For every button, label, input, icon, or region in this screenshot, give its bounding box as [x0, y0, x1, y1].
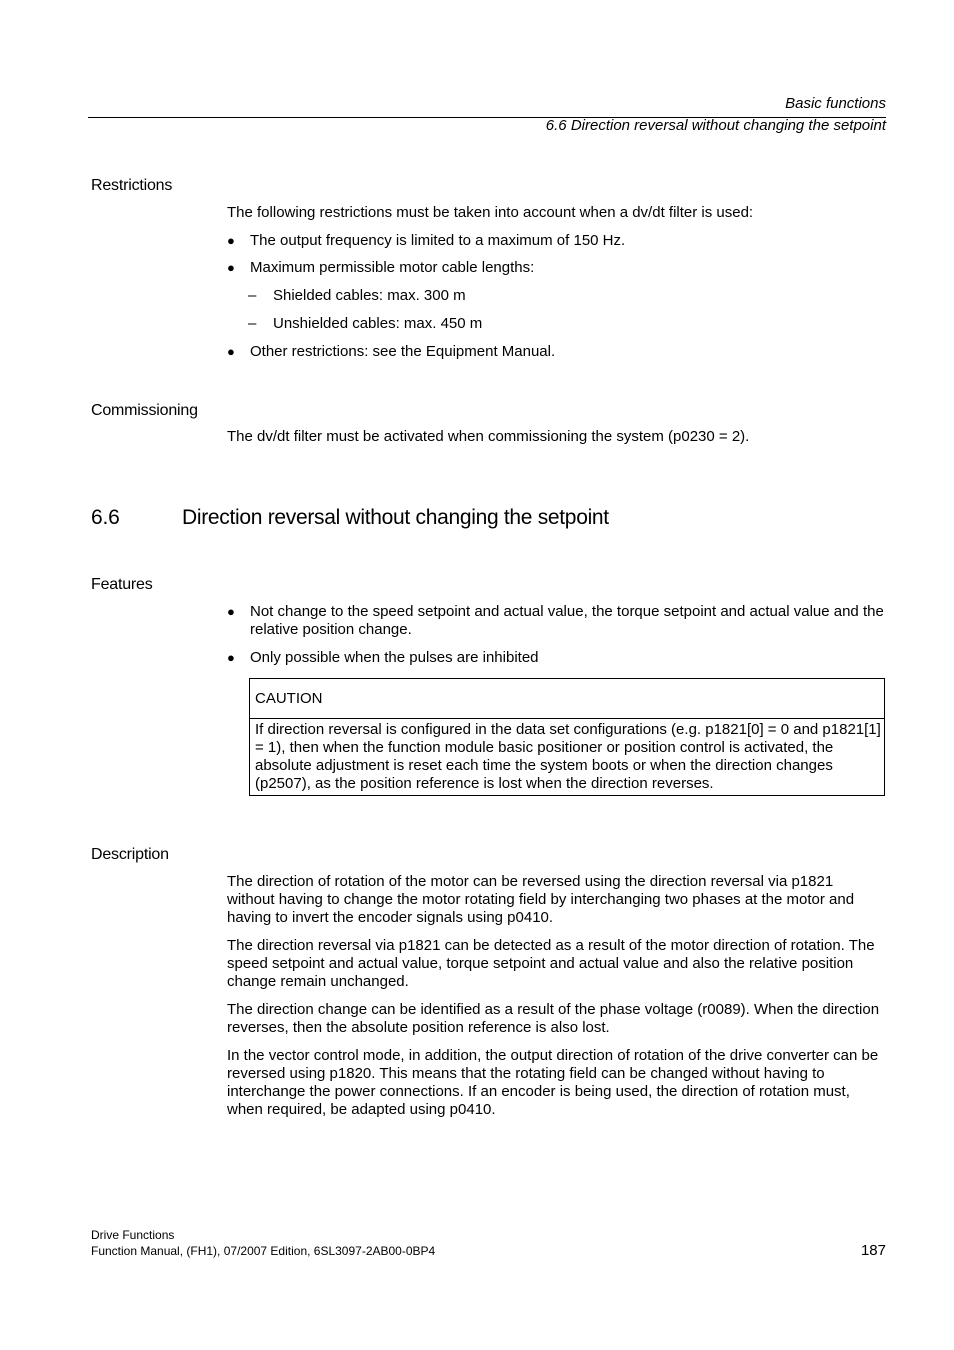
bullet-text: Only possible when the pulses are inhibited [250, 649, 539, 666]
dash-text: Shielded cables: max. 300 m [273, 287, 466, 304]
bullet-icon: ● [227, 344, 235, 359]
footer-title: Drive Functions [91, 1228, 175, 1242]
description-paragraph-3: The direction change can be identified as a result of the phase voltage (r0089). When the direction reverses, then the absolute position reference is also lost. [227, 1001, 880, 1036]
restrictions-heading: Restrictions [91, 177, 173, 194]
section-number: 6.6 [91, 506, 120, 529]
commissioning-heading: Commissioning [91, 402, 198, 419]
dash-icon: – [248, 287, 257, 304]
bullet-icon: ● [227, 233, 235, 248]
bullet-text: Maximum permissible motor cable lengths: [250, 259, 535, 276]
description-paragraph-4: In the vector control mode, in addition, the output direction of rotation of the drive converter can be reversed using p1820. This means that the rotating field can be changed without having to interchange the power connections. If an encoder is being used, the direction of rotation must, when required, be adapted using p0410. [227, 1047, 879, 1118]
features-heading: Features [91, 576, 153, 593]
caution-box [249, 678, 885, 796]
footer-edition: Function Manual, (FH1), 07/2007 Edition, 6SL3097-2AB00-0BP4 [91, 1244, 436, 1258]
bullet-icon: ● [227, 604, 235, 619]
bullet-icon: ● [227, 260, 235, 275]
dash-icon: – [248, 315, 257, 332]
description-paragraph-2: The direction reversal via p1821 can be detected as a result of the motor direction of rotation. The speed setpoint and actual value, torque setpoint and actual value and also the relative position change remain unchanged. [227, 937, 875, 990]
dash-text: Unshielded cables: max. 450 m [273, 315, 483, 332]
caution-text: If direction reversal is configured in the data set configurations (e.g. p1821[0] = 0 and p1821[1] = 1), then when the function module basic positioner or position control is activated, the absolute adjustment is reset each time the system boots or when the direction changes (p2507), as the position reference is lost when the direction reverses. [255, 721, 881, 792]
caution-title-row [250, 679, 884, 719]
caution-title: CAUTION [255, 690, 323, 707]
bullet-text: Not change to the speed setpoint and actual value, the torque setpoint and actual value and the relative position change. [250, 603, 884, 638]
section-title: Direction reversal without changing the setpoint [182, 506, 609, 529]
restrictions-intro: The following restrictions must be taken into account when a dv/dt filter is used: [227, 204, 754, 221]
bullet-icon: ● [227, 650, 235, 665]
bullet-text: Other restrictions: see the Equipment Manual. [250, 343, 556, 360]
page-number: 187 [860, 1242, 886, 1259]
header-section: 6.6 Direction reversal without changing the setpoint [545, 117, 886, 134]
header-chapter: Basic functions [785, 95, 886, 112]
bullet-text: The output frequency is limited to a maximum of 150 Hz. [250, 232, 626, 249]
commissioning-text: The dv/dt filter must be activated when commissioning the system (p0230 = 2). [227, 428, 750, 445]
header-rule [88, 117, 886, 118]
description-paragraph-1: The direction of rotation of the motor can be reversed using the direction reversal via p1821 without having to change the motor rotating field by interchanging two phases at the motor and having to invert the encoder signals using p0410. [227, 873, 855, 926]
description-heading: Description [91, 846, 169, 863]
